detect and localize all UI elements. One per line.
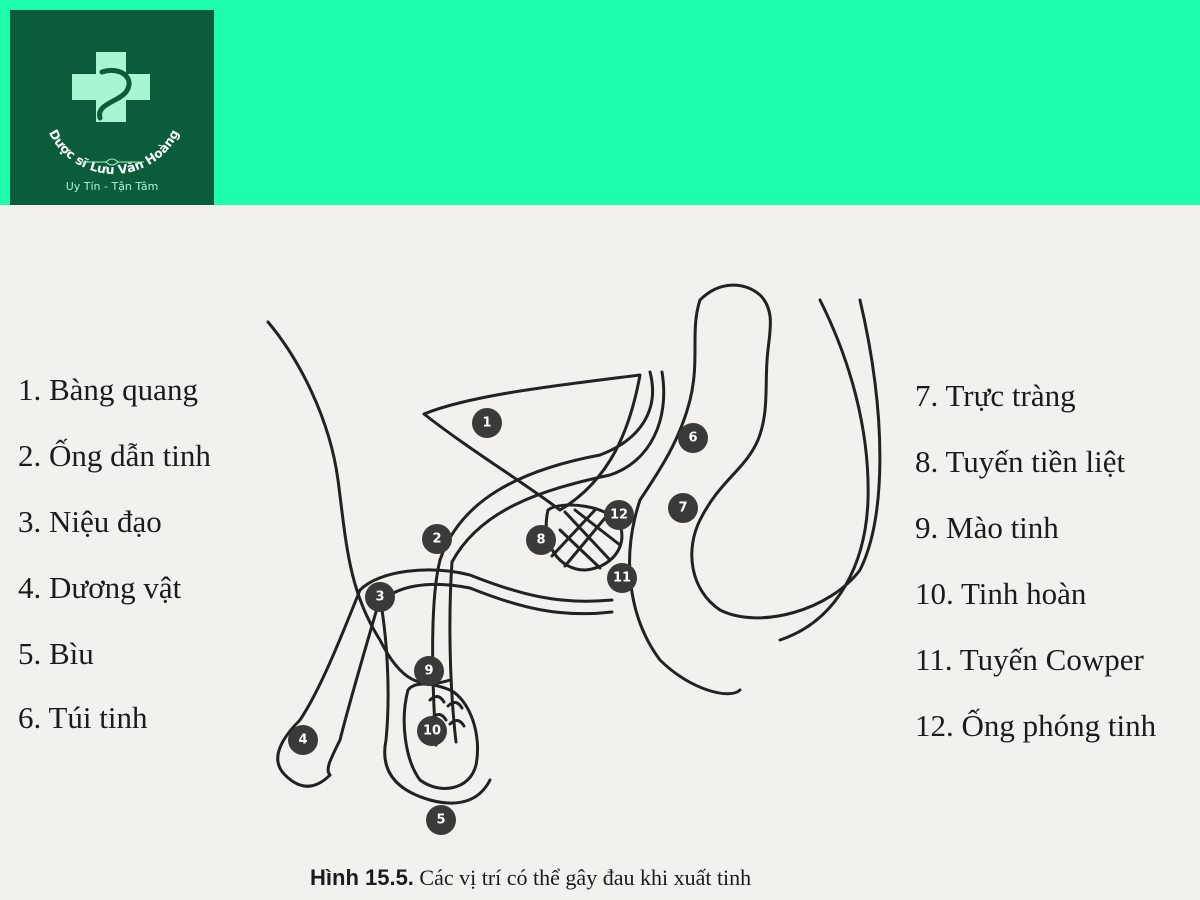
marker-6 (678, 423, 708, 453)
brand-name: Dược sĩ Lưu Văn Hoàng (46, 126, 182, 178)
legend-item: 3. Niệu đạo (18, 504, 162, 539)
marker-12 (604, 500, 634, 530)
marker-11 (607, 563, 637, 593)
figure-number: Hình 15.5. (310, 865, 414, 890)
brand-tagline: Uy Tín - Tận Tâm (65, 180, 159, 193)
legend-item: 7. Trực tràng (915, 378, 1076, 413)
svg-text:1: 1 (482, 415, 492, 431)
rectum-outline (692, 285, 880, 618)
svg-text:12: 12 (609, 507, 629, 523)
legend-item: 12. Ống phóng tinh (915, 708, 1157, 743)
legend-item: 5. Bìu (18, 636, 94, 671)
body-outline (268, 322, 450, 684)
perineum-outline (630, 500, 740, 694)
anatomy-diagram (0, 205, 1200, 865)
legend-item: 10. Tinh hoàn (915, 576, 1087, 611)
marker-9 (414, 656, 444, 686)
legend-item: 9. Mào tinh (915, 510, 1059, 545)
svg-text:4: 4 (298, 732, 308, 748)
legend-item: 11. Tuyến Cowper (915, 642, 1144, 677)
svg-text:5: 5 (436, 812, 446, 828)
legend-item: 8. Tuyến tiền liệt (915, 444, 1126, 479)
svg-text:9: 9 (424, 663, 434, 679)
svg-text:6: 6 (688, 430, 698, 446)
svg-text:3: 3 (375, 589, 385, 605)
marker-4 (288, 725, 318, 755)
svg-text:11: 11 (612, 570, 632, 586)
bladder-outline (424, 375, 640, 510)
marker-7 (668, 493, 698, 523)
svg-text:7: 7 (678, 500, 688, 516)
marker-2 (422, 524, 452, 554)
legend-item: 4. Dương vật (18, 570, 182, 605)
figure-caption (310, 865, 751, 891)
urethra-outline (278, 570, 612, 786)
svg-text:Dược sĩ Lưu Văn Hoàng (46, 127, 182, 177)
legend-item: 6. Túi tinh (18, 700, 148, 735)
svg-text:8: 8 (536, 532, 546, 548)
rectum-outline (780, 300, 868, 640)
legend-item: 1. Bàng quang (18, 372, 198, 407)
figure-caption-text: Các vị trí có thể gây đau khi xuất tinh (419, 865, 752, 890)
urethra-outline (328, 584, 612, 775)
marker-8 (526, 525, 556, 555)
marker-1 (472, 408, 502, 438)
marker-5 (426, 805, 456, 835)
marker-10 (417, 716, 447, 746)
legend-item: 2. Ống dẫn tinh (18, 438, 211, 473)
svg-text:10: 10 (422, 723, 442, 739)
marker-3 (365, 582, 395, 612)
seminal-vesicle-outline (640, 300, 700, 500)
svg-text:2: 2 (432, 531, 442, 547)
brand-logo (10, 10, 214, 214)
